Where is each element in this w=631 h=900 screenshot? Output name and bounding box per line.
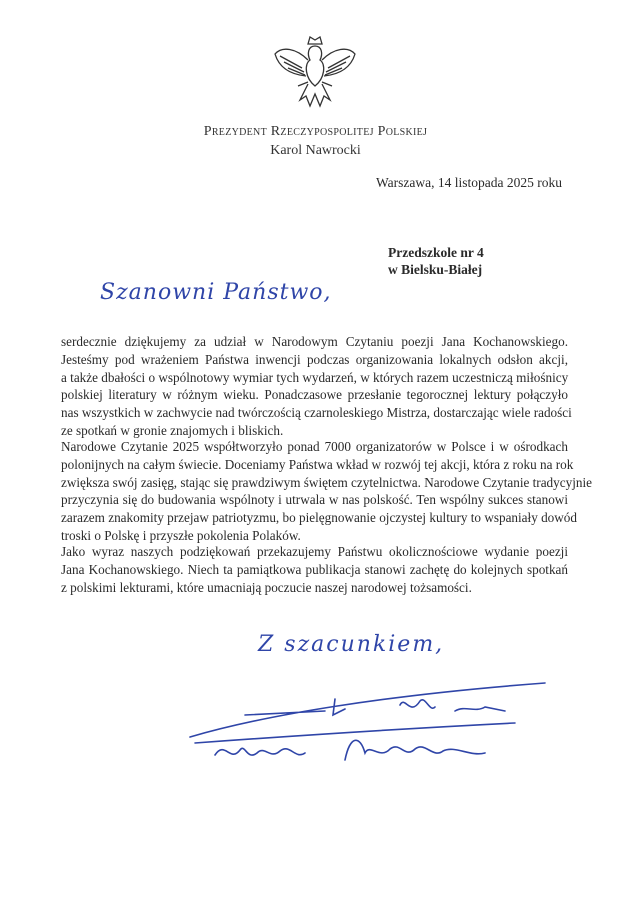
text-line: ze spotkań w gronie znajomych i bliskich. [61, 422, 284, 438]
text-line: a także dbałości o wspólnotowy wymiar tych wydarzeń, w których razem uczestniczą miłośnicy [61, 369, 569, 385]
signatures [185, 665, 555, 775]
text-line: zwiększa swój zasięg, stając się prawdziwym świętem czytelnictwa. Narodowe Czytanie tradycyjnie [61, 474, 592, 490]
paragraph [61, 438, 592, 545]
signature-karol-nawrocki [190, 683, 545, 737]
signature-marta-nawrocka [215, 740, 485, 760]
paragraph [61, 333, 572, 440]
text-line: zarazem znakomity przejaw patriotyzmu, bo pielęgnowanie ojczystej kultury to wspaniały dowód [61, 510, 577, 526]
eagle-emblem-icon [272, 34, 358, 116]
text-line: polonijnych na całym świecie. Doceniamy Państwa wkład w rozwój tej akcji, która z roku na rok [61, 456, 574, 472]
text-line: przyczynia się do budowania wspólnoty i utrwala w nas polskość. Ten wspólny sukces stanowi [61, 492, 568, 508]
office-title: Prezydent Rzeczypospolitej Polskiej [203, 124, 428, 139]
recipient-line: w Bielsku-Białej [388, 262, 483, 277]
text-line: nas wszystkich w zachwycie nad twórczością czarnoleskiego Mistrza, dostarczając wiele radości [61, 405, 572, 421]
paragraph [61, 543, 568, 596]
text-line: Jana Kochanowskiego. Niech ta pamiątkowa publikacja stanowi zachętę do kolejnych spotkań [61, 561, 568, 577]
text-line: serdecznie dziękujemy za udział w Narodowym Czytaniu poezji Jana Kochanowskiego. [61, 334, 568, 349]
text-line: Jesteśmy pod wrażeniem Państwa inwencji podczas organizowania lokalnych odsłon akcji, [61, 351, 568, 367]
text-line: Jako wyraz naszych podziękowań przekazujemy Państwu okolicznościowe wydanie poezji [61, 544, 568, 559]
president-name: Karol Nawrocki [270, 143, 361, 158]
text-line: troski o Polskę i przyszłe pokolenia Polaków. [61, 527, 301, 543]
recipient-line: Przedszkole nr 4 [388, 245, 484, 260]
text-line: polskiej literatury w różnym wieku. Ponadczasowe przesłanie tegorocznej lektury połączyło [61, 387, 568, 403]
text-line: z polskimi lekturami, które umacniają poczucie naszej narodowej tożsamości. [61, 579, 472, 595]
letter-date: Warszawa, 14 listopada 2025 roku [376, 175, 562, 190]
recipient [388, 244, 484, 278]
handwritten-greeting: Szanowni Państwo, [100, 280, 332, 305]
handwritten-closing: Z szacunkiem, [258, 632, 445, 657]
text-line: Narodowe Czytanie 2025 współtworzyło ponad 7000 organizatorów w Polsce i w ośrodkach [61, 439, 568, 454]
